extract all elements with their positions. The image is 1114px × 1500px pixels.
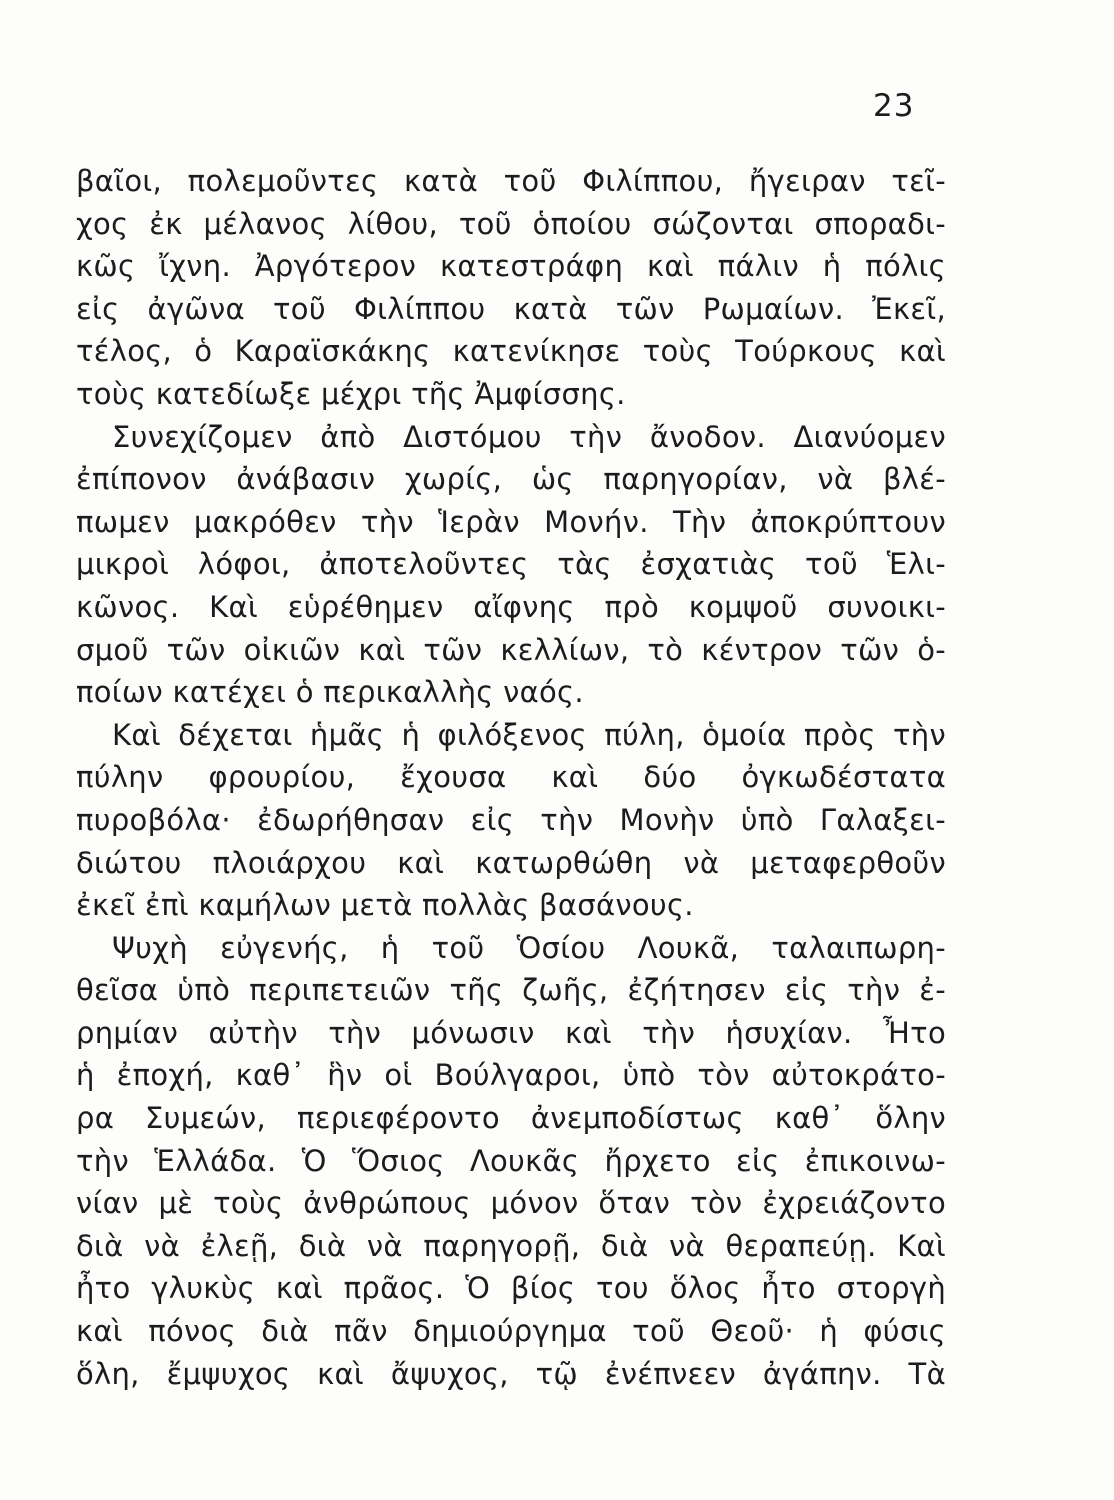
text-line: ἦτο γλυκὺς καὶ πρᾶος. Ὁ βίος του ὅλος ἦτο στοργὴ xyxy=(76,1271,946,1306)
text-line: εἰς ἀγῶνα τοῦ Φιλίππου κατὰ τῶν Ρωμαίων. Ἐκεῖ, xyxy=(76,291,946,326)
text-line: Καὶ δέχεται ἡμᾶς ἡ φιλόξενος πύλη, ὁμοία πρὸς τὴν xyxy=(112,717,946,752)
text-line: τὴν Ἑλλάδα. Ὁ Ὅσιος Λουκᾶς ἤρχετο εἰς ἐπικοινω- xyxy=(76,1143,946,1178)
text-line: κῶς ἴχνη. Ἀργότερον κατεστράφη καὶ πάλιν ἡ πόλις xyxy=(76,249,946,284)
text-line: διὰ νὰ ἐλεῇ, διὰ νὰ παρηγορῇ, διὰ νὰ θεραπεύῃ. Καὶ xyxy=(76,1228,946,1263)
text-line: καὶ πόνος διὰ πᾶν δημιούργημα τοῦ Θεοῦ· ἡ φύσις xyxy=(76,1314,946,1349)
text-line: κῶνος. Καὶ εὑρέθημεν αἴφνης πρὸ κομψοῦ συνοικι- xyxy=(76,589,946,624)
text-line: Ψυχὴ εὐγενής, ἡ τοῦ Ὁσίου Λουκᾶ, ταλαιπωρη- xyxy=(112,930,946,965)
text-line: ἡ ἐποχή, καθ᾽ ἣν οἱ Βούλγαροι, ὑπὸ τὸν αὐτοκράτο- xyxy=(76,1058,946,1093)
text-line: πύλην φρουρίου, ἔχουσα καὶ δύο ὀγκωδέστατα xyxy=(76,760,946,795)
body-text xyxy=(76,160,946,1395)
text-line: Συνεχίζομεν ἀπὸ Διστόμου τὴν ἄνοδον. Διανύομεν xyxy=(112,419,946,454)
text-line: μικροὶ λόφοι, ἀποτελοῦντες τὰς ἐσχατιὰς τοῦ Ἑλι- xyxy=(76,547,946,582)
text-line: διώτου πλοιάρχου καὶ κατωρθώθη νὰ μεταφερθοῦν xyxy=(76,845,946,880)
text-line: τέλος, ὁ Καραϊσκάκης κατενίκησε τοὺς Τούρκους καὶ xyxy=(76,334,946,369)
text-line: σμοῦ τῶν οἰκιῶν καὶ τῶν κελλίων, τὸ κέντρον τῶν ὁ- xyxy=(76,632,946,667)
text-line: ποίων κατέχει ὁ περικαλλὴς ναός. xyxy=(76,675,584,710)
text-line: ἐπίπονον ἀνάβασιν χωρίς, ὡς παρηγορίαν, νὰ βλέ- xyxy=(76,462,946,497)
text-line: χος ἐκ μέλανος λίθου, τοῦ ὁποίου σώζονται σποραδι- xyxy=(76,206,946,241)
text-line: νίαν μὲ τοὺς ἀνθρώπους μόνον ὅταν τὸν ἐχρειάζοντο xyxy=(76,1186,946,1221)
page-number: 23 xyxy=(873,88,915,124)
text-line: πωμεν μακρόθεν τὴν Ἱερὰν Μονήν. Τὴν ἀποκρύπτουν xyxy=(76,504,946,539)
text-line: ρημίαν αὐτὴν τὴν μόνωσιν καὶ τὴν ἡσυχίαν. Ἦτο xyxy=(76,1015,946,1050)
text-line: ἐκεῖ ἐπὶ καμήλων μετὰ πολλὰς βασάνους. xyxy=(76,888,694,923)
text-line: ὅλη, ἔμψυχος καὶ ἄψυχος, τῷ ἐνέπνεεν ἀγάπην. Τὰ xyxy=(76,1356,946,1391)
text-line: ρα Συμεών, περιεφέροντο ἀνεμποδίστως καθ᾽ ὅλην xyxy=(76,1101,946,1136)
text-line: βαῖοι, πολεμοῦντες κατὰ τοῦ Φιλίππου, ἤγειραν τεῖ- xyxy=(76,164,946,198)
text-line: θεῖσα ὑπὸ περιπετειῶν τῆς ζωῆς, ἐζήτησεν εἰς τὴν ἐ- xyxy=(76,973,946,1008)
text-line: πυροβόλα· ἐδωρήθησαν εἰς τὴν Μονὴν ὑπὸ Γαλαξει- xyxy=(76,802,946,837)
text-line: τοὺς κατεδίωξε μέχρι τῆς Ἀμφίσσης. xyxy=(76,376,626,411)
